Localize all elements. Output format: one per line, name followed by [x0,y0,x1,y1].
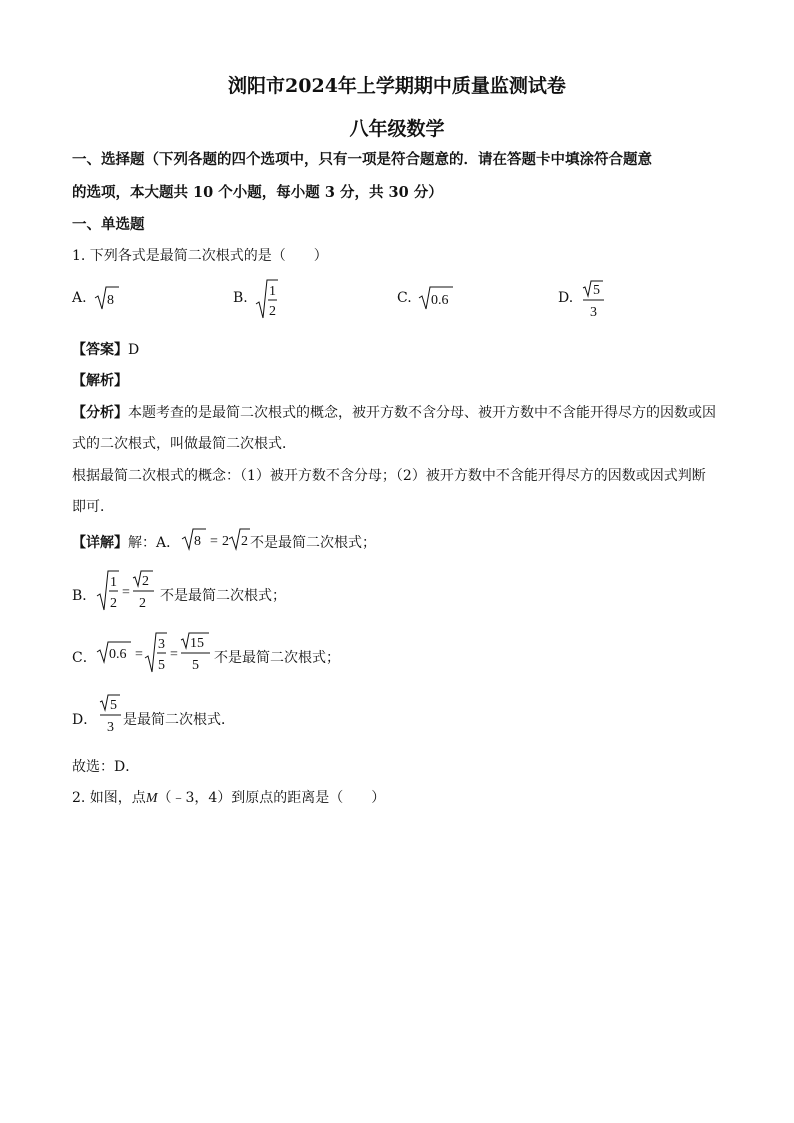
svg-text:1: 1 [110,575,117,590]
detail-d-formula [97,692,125,738]
svg-text:2: 2 [222,534,229,549]
option-d-frac [580,278,610,322]
detail-tag: 【详解】 [72,535,128,551]
detail-c-label: C． [72,650,97,666]
option-b-num: 1 [269,284,276,299]
option-d-den: 3 [590,305,597,320]
option-c-label: C. [397,290,412,306]
svg-text:2: 2 [142,574,149,589]
analysis-tag-text: 【解析】 [72,373,128,389]
fenxi-line1 [72,402,716,422]
svg-text:8: 8 [194,534,201,549]
detail-line-a [72,532,180,552]
svg-text:=: = [122,585,130,600]
option-a-label: A. [72,290,87,306]
detail-d-note: 是最简二次根式． [123,712,235,728]
answer-line [72,339,139,359]
svg-text:=: = [170,647,178,662]
svg-text:3: 3 [158,637,165,652]
detail-c-note: 不是最简二次根式； [214,650,340,666]
detail-d-label: D． [72,712,98,728]
option-d-label: D. [558,290,574,306]
svg-text:5: 5 [158,658,165,673]
question-1-stem: 1. 下列各式是最简二次根式的是（ ） [72,248,328,264]
svg-text:15: 15 [190,636,204,651]
option-b-sqrt-frac [254,278,282,322]
q2-stem-post: （﹣3，4）到原点的距离是（ ） [157,790,386,806]
exam-title: 浏阳市2024年上学期期中质量监测试卷 [228,75,566,97]
detail-b-formula [95,568,159,614]
subsection-heading: 一、单选题 [72,216,145,233]
basis-line2: 即可． [72,499,114,515]
exam-subtitle: 八年级数学 [349,118,445,140]
fenxi-text-1: 本题考查的是最简二次根式的概念，被开方数不含分母、被开方数中不含能开得尽方的因数或因 [128,405,716,421]
analysis-tag [72,370,128,390]
svg-text:5: 5 [192,658,199,673]
q2-stem-pre: 2. 如图，点 [72,790,146,806]
svg-text:2: 2 [110,596,117,611]
answer-tag: 【答案】 [72,342,128,358]
option-c-sqrt [417,282,457,316]
detail-b-note: 不是最简二次根式； [160,588,286,604]
q2-point: M [145,791,158,806]
option-b-label: B. [233,290,248,306]
svg-text:=: = [210,534,218,549]
basis-line1: 根据最简二次根式的概念：（1）被开方数不含分母；（2）被开方数中不含能开得尽方的因数或因式判断 [72,468,706,484]
detail-prefix: 解：A． [128,535,181,551]
option-c-radicand: 0.6 [431,293,449,308]
svg-text:=: = [135,647,143,662]
detail-a-formula [180,525,250,555]
conclusion: 故选：D． [72,759,140,775]
option-a-radicand: 8 [107,293,114,308]
option-d-radicand: 5 [593,283,600,298]
svg-text:3: 3 [107,720,114,735]
section-heading-line1: 一、选择题（下列各题的四个选项中，只有一项是符合题意的．请在答题卡中填涂符合题意 [72,151,652,168]
svg-text:2: 2 [139,596,146,611]
fenxi-tag: 【分析】 [72,405,128,421]
fenxi-line2: 式的二次根式，叫做最简二次根式． [72,436,296,452]
question-2-stem [72,787,385,807]
detail-b-label: B． [72,588,97,604]
detail-a-note: 不是最简二次根式； [250,535,376,551]
svg-text:5: 5 [110,698,117,713]
option-b-den: 2 [269,304,276,319]
svg-text:0.6: 0.6 [109,647,127,662]
section-heading-line2: 的选项，本大题共 10 个小题，每小题 3 分，共 30 分） [72,184,443,201]
option-a-sqrt [93,282,123,316]
answer-value: D [128,342,140,358]
svg-text:2: 2 [241,534,248,549]
detail-c-formula [95,630,215,676]
